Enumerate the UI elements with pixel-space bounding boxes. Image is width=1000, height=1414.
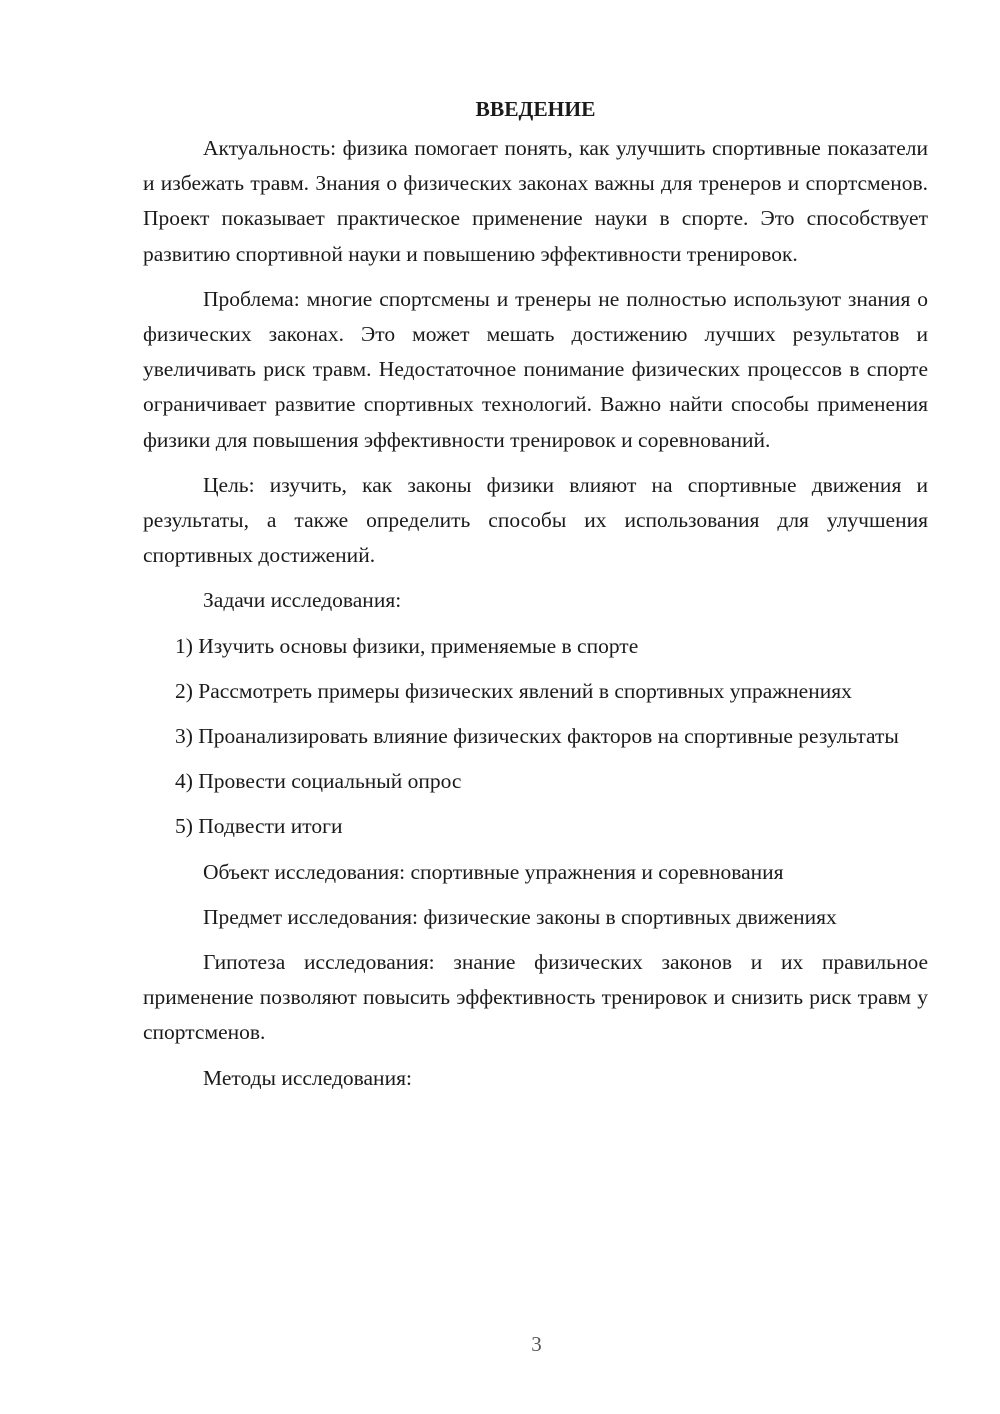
paragraph-subject: Предмет исследования: физические законы в спортивных движениях — [203, 904, 837, 929]
paragraph-problem: Проблема: многие спортсмены и тренеры не полностью используют знания о физических законах. Это может мешать достижению лучших результатов и увеличивать риск травм. Недостаточное понимание физических процессов в спорте ограничивает развитие спортивных технологий. Важно найти способы применения физики для повышения эффективности тренировок и соревнований. — [143, 286, 928, 452]
task-item: 4) Провести социальный опрос — [175, 769, 462, 794]
section-title: ВВЕДЕНИЕ — [475, 97, 596, 121]
page-number: 3 — [531, 1332, 542, 1356]
paragraph-methods: Методы исследования: — [203, 1065, 412, 1090]
paragraph-hypothesis: Гипотеза исследования: знание физических законов и их правильное применение позволяют повысить эффективность тренировок и снизить риск травм у спортсменов. — [143, 950, 928, 1045]
document-body — [143, 92, 928, 1096]
paragraph-object: Объект исследования: спортивные упражнения и соревнования — [203, 859, 784, 884]
paragraph-relevance: Актуальность: физика помогает понять, как улучшить спортивные показатели и избежать травм. Знания о физических законах важны для тренеров и спортсменов. Проект показывает практическое применение науки в спорте. Это способствует развитию спортивной науки и повышению эффективности тренировок. — [143, 136, 928, 266]
task-item: 2) Рассмотреть примеры физических явлений в спортивных упражнениях — [175, 678, 852, 703]
paragraph-goal: Цель: изучить, как законы физики влияют на спортивные движения и результаты, а также определить способы их использования для улучшения спортивных достижений. — [143, 472, 928, 568]
paragraph-tasks-heading: Задачи исследования: — [203, 588, 402, 613]
task-item: 3) Проанализировать влияние физических факторов на спортивные результаты — [175, 724, 899, 749]
task-item: 1) Изучить основы физики, применяемые в спорте — [175, 633, 639, 658]
task-item: 5) Подвести итоги — [175, 814, 343, 839]
